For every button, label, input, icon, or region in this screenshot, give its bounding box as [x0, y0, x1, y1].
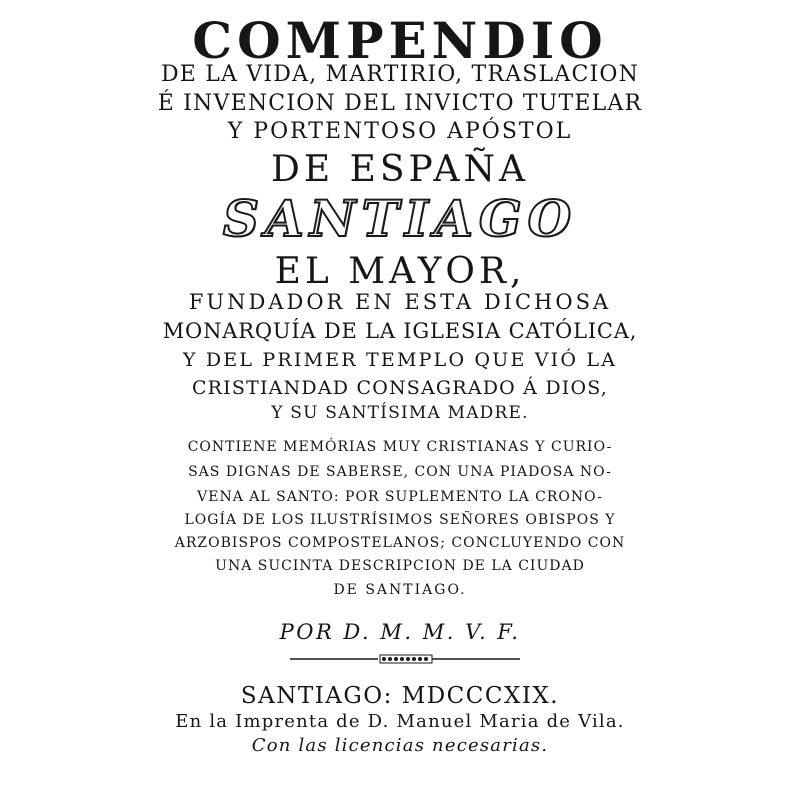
- country-line: DE ESPAÑA: [271, 149, 529, 190]
- contents-line-3: VENA AL SANTO: POR SUPLEMENTO LA CRONO-: [197, 489, 603, 505]
- contents-line-5: ARZOBISPOS COMPOSTELANOS; CONCLUYENDO CON: [174, 535, 626, 551]
- imprint-license: Con las licencias necesarias.: [251, 735, 549, 756]
- ornamental-divider: [290, 652, 520, 666]
- founder-line-4: CRISTIANDAD CONSAGRADO Á DIOS,: [191, 377, 609, 399]
- founder-line-1: FUNDADOR EN ESTA DICHOSA: [188, 290, 612, 314]
- founder-line-2: MONARQUÍA DE LA IGLESIA CATÓLICA,: [162, 319, 638, 343]
- subtitle-line-2: É INVENCION DEL INVICTO TUTELAR: [157, 91, 643, 116]
- imprint-place-date: SANTIAGO: MDCCCXIX.: [240, 683, 560, 709]
- book-title: COMPENDIO: [192, 11, 608, 70]
- saint-name: SANTIAGO: [222, 189, 578, 248]
- subtitle-line-1: DE LA VIDA, MARTIRIO, TRASLACION: [160, 62, 640, 87]
- contents-line-1: CONTIENE MEMÓRIAS MUY CRISTIANAS Y CURIO-: [187, 439, 613, 455]
- author-line: POR D. M. M. V. F.: [279, 620, 521, 644]
- subtitle-line-3: Y PORTENTOSO APÓSTOL: [227, 119, 573, 144]
- contents-line-2: SAS DIGNAS DE SABERSE, CON UNA PIADOSA NO-: [188, 464, 612, 480]
- contents-line-6: UNA SUCINTA DESCRIPCION DE LA CIUDAD: [215, 558, 585, 574]
- saint-epithet: EL MAYOR,: [274, 251, 526, 292]
- contents-line-7: DE SANTIAGO.: [333, 582, 467, 598]
- imprint-printer: En la Imprenta de D. Manuel Maria de Vila.: [175, 711, 625, 732]
- founder-line-5: Y SU SANTÍSIMA MADRE.: [271, 403, 529, 423]
- contents-line-4: LOGÍA DE LOS ILUSTRÍSIMOS SEÑORES OBISPOS Y: [184, 512, 616, 528]
- founder-line-3: Y DEL PRIMER TEMPLO QUE VIÓ LA: [182, 349, 618, 371]
